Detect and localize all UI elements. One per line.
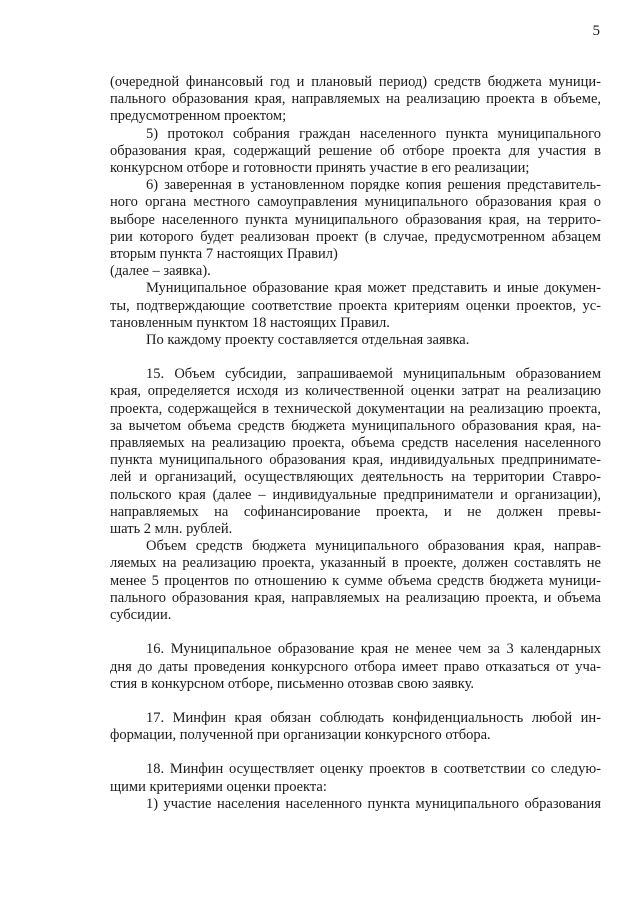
text-line: ного органа местного самоуправления муниципального образования края о	[110, 194, 601, 211]
text-line: стия в конкурсном отборе, письменно отозвав свою заявку.	[110, 675, 475, 692]
text-line: дня до даты проведения конкурсного отбора имеет право отказаться от уча-	[110, 658, 601, 675]
text-line: субсидии.	[110, 607, 172, 624]
text-line: выборе населенного пункта муниципального образования края, на террито-	[110, 211, 601, 228]
text-line: направляемых на софинансирование проекта, и не должен превы-	[110, 503, 601, 520]
paragraph-continuation	[110, 74, 601, 126]
text-line: По каждому проекту составляется отдельная заявка.	[146, 332, 470, 349]
paragraph-separate-application	[110, 332, 601, 349]
text-line: Муниципальное образование края может представить и иные докумен-	[146, 280, 601, 297]
text-line: шать 2 млн. рублей.	[110, 521, 233, 538]
paragraph-gap	[110, 744, 601, 761]
document-body	[110, 74, 601, 813]
paragraph-gap	[110, 624, 601, 641]
text-line: Объем средств бюджета муниципального образования края, направ-	[146, 538, 601, 555]
text-line: предусмотренном проектом;	[110, 108, 287, 125]
text-line: (далее – заявка).	[110, 263, 211, 280]
text-line: формации, полученной при организации конкурсного отбора.	[110, 727, 491, 744]
text-line: ты, подтверждающие соответствие проекта критериям оценки проектов, ус-	[110, 297, 601, 314]
section-17	[110, 710, 601, 744]
text-line: вторым пункта 7 настоящих Правил)	[110, 246, 338, 263]
paragraph-additional-documents	[110, 280, 601, 332]
section-15	[110, 366, 601, 538]
text-line: польского края (далее – индивидуальные предприниматели и организации),	[110, 486, 601, 503]
list-item-6	[110, 177, 601, 263]
text-line: 17. Минфин края обязан соблюдать конфиденциальность любой ин-	[146, 709, 601, 726]
list-item-5	[110, 126, 601, 178]
text-line: края, определяется исходя из количественной оценки затрат на реализацию	[110, 383, 601, 400]
text-line: пального образования края, направляемых на реализацию проекта, и объема	[110, 589, 601, 606]
text-line: ляемых на реализацию проекта, указанный в проекте, должен составлять не	[110, 555, 601, 572]
text-line: конкурсном отборе и готовности принять участие в его реализации;	[110, 160, 530, 177]
text-line: (очередной финансовый год и плановый период) средств бюджета муници-	[110, 74, 601, 90]
paragraph-gap	[110, 693, 601, 710]
text-line: проекта, содержащейся в технической документации на реализацию проекта,	[110, 400, 601, 417]
text-line: 18. Минфин осуществляет оценку проектов в соответствии со следую-	[146, 761, 601, 778]
text-line: лей и организаций, осуществляющих деятельность на территории Ставро-	[110, 469, 601, 486]
section-15-budget-share	[110, 538, 601, 624]
text-line: пункта муниципального образования края, индивидуальных предпринимате-	[110, 452, 601, 469]
text-line: менее 5 процентов по отношению к сумме объема средств бюджета муници-	[110, 572, 601, 589]
paragraph-definition	[110, 263, 601, 280]
section-18	[110, 761, 601, 795]
text-line: за вычетом объема средств бюджета муниципального образования края, на-	[110, 417, 601, 434]
text-line: 5) протокол собрания граждан населенного пункта муниципального	[146, 125, 601, 142]
text-line: правляемых на реализацию проекта, объема средств населения населенного	[110, 435, 601, 452]
text-line: 16. Муниципальное образование края не менее чем за 3 календарных	[146, 641, 601, 658]
paragraph-gap	[110, 349, 601, 366]
text-line: рии которого будет реализован проект (в случае, предусмотренном абзацем	[110, 228, 601, 245]
text-line: пального образования края, направляемых на реализацию проекта в объеме,	[110, 91, 601, 108]
text-line: образования края, содержащий решение об отборе проекта для участия в	[110, 142, 601, 159]
criterion-1	[110, 796, 601, 813]
page-number: 5	[592, 23, 600, 39]
text-line: щими критериями оценки проекта:	[110, 778, 327, 795]
text-line: тановленным пунктом 18 настоящих Правил.	[110, 314, 390, 331]
text-line: 15. Объем субсидии, запрашиваемой муниципальным образованием	[146, 366, 601, 383]
text-line: 1) участие населения населенного пункта муниципального образования	[146, 795, 601, 812]
section-16	[110, 641, 601, 693]
text-line: 6) заверенная в установленном порядке копия решения представитель-	[146, 177, 601, 194]
